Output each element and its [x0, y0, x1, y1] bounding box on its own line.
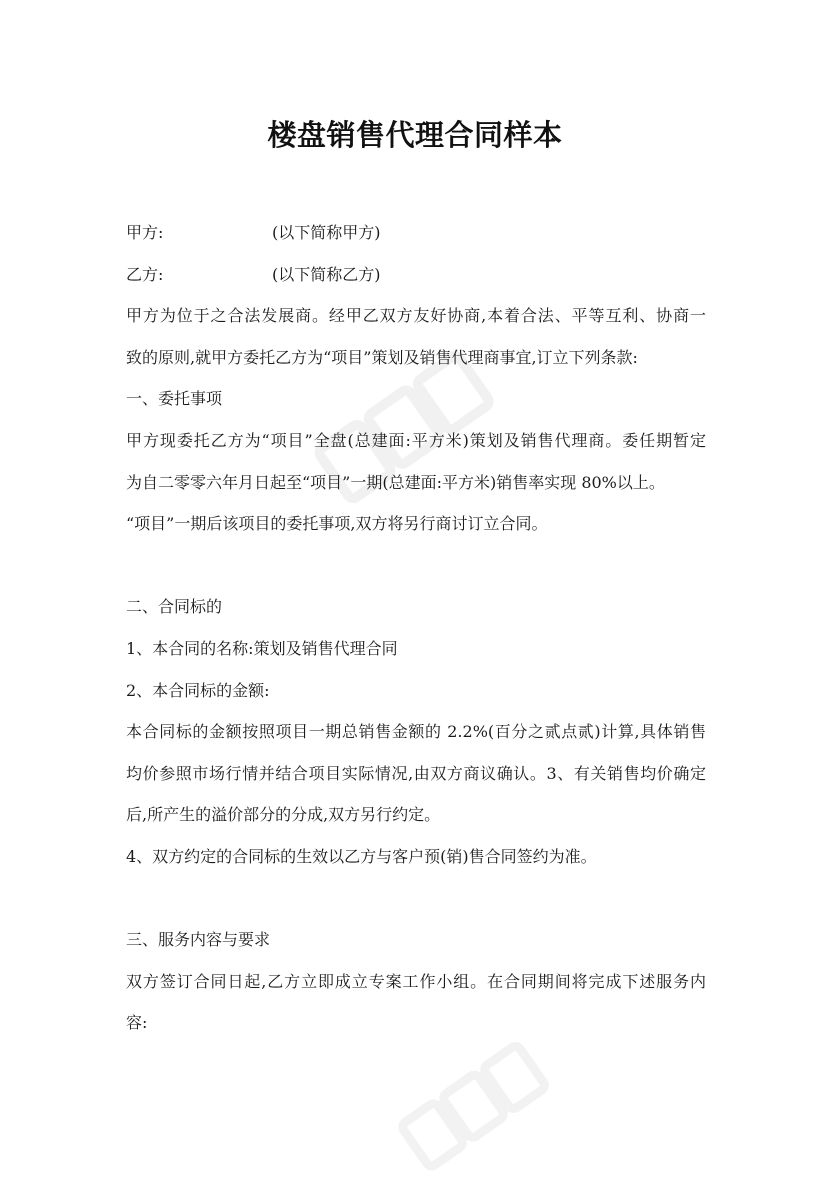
watermark-logo-bottom	[390, 1040, 560, 1180]
document-title: 楼盘销售代理合同样本	[267, 118, 563, 152]
section-2-item-2: 2、本合同标的金额:	[126, 680, 270, 700]
party-b-note: (以下简称乙方)	[272, 264, 381, 284]
section-2-item-4: 4、双方约定的合同标的生效以乙方与客户预(销)售合同签约为准。	[126, 846, 597, 866]
party-a-line	[126, 219, 706, 261]
intro-line: 致的原则,就甲方委托乙方为“项目”策划及销售代理商事宜,订立下列条款:	[126, 347, 638, 367]
party-a-note: (以下简称甲方)	[272, 223, 381, 242]
section-1-heading: 一、委托事项	[126, 389, 223, 409]
section-3-line: 双方签订合同日起,乙方立即成立专案工作小组。在合同期间将完成下述服务内	[126, 971, 706, 991]
section-1-line: 甲方现委托乙方为“项目”全盘(总建面:平方米)策划及销售代理商。委任期暂定	[126, 430, 706, 450]
section-1-line: “项目”一期后该项目的委托事项,双方将另行商讨订立合同。	[126, 514, 548, 534]
party-b-line	[126, 261, 706, 303]
section-2-line: 本合同标的金额按照项目一期总销售金额的 2.2%(百分之贰点贰)计算,具体销售	[126, 722, 706, 742]
section-3-heading: 三、服务内容与要求	[126, 930, 271, 950]
party-a-label: 甲方:	[126, 223, 164, 242]
paragraph-spacer	[126, 885, 706, 927]
paragraph-spacer	[126, 552, 706, 594]
party-b-label: 乙方:	[126, 264, 164, 284]
intro-line: 甲方为位于之合法发展商。经甲乙双方友好协商,本着合法、平等互利、协商一	[126, 306, 706, 326]
section-3-line: 容:	[126, 1013, 148, 1033]
section-2-heading: 二、合同标的	[126, 597, 223, 617]
section-1-line: 为自二零零六年月日起至“项目”一期(总建面:平方米)销售率实现 80%以上。	[126, 472, 665, 492]
document-body	[126, 219, 706, 1051]
section-2-item-1: 1、本合同的名称:策划及销售代理合同	[126, 638, 398, 658]
section-2-line: 均价参照市场行情并结合项目实际情况,由双方商议确认。3、有关销售均价确定	[126, 763, 706, 783]
section-2-line: 后,所产生的溢价部分的分成,双方另行约定。	[126, 805, 441, 825]
